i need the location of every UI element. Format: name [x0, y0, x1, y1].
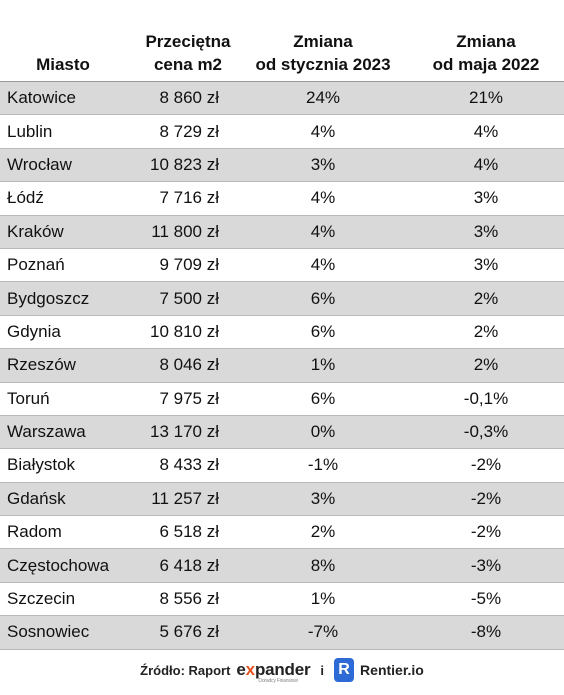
cell-city: Łódź [7, 188, 44, 208]
header-city: Miasto [36, 55, 90, 74]
cell-city: Lublin [7, 121, 53, 141]
cell-price: 7 975 zł [159, 388, 219, 408]
table-row [0, 516, 564, 549]
cell-city: Sosnowiec [7, 622, 90, 642]
cell-price: 5 676 zł [159, 622, 219, 642]
cell-change-jan: -1% [307, 455, 339, 475]
cell-city: Szczecin [7, 589, 76, 609]
header-change-jan: Zmiana od stycznia 2023 [255, 32, 391, 74]
cell-price: 8 860 zł [159, 88, 219, 108]
cell-change-may: -2% [470, 488, 502, 508]
cell-change-may: -5% [470, 589, 502, 609]
table-row [0, 282, 564, 315]
cell-change-may: -8% [470, 622, 502, 642]
cell-change-jan: 2% [310, 522, 336, 542]
table-row [0, 549, 564, 582]
cell-change-jan: 1% [310, 355, 336, 375]
table-header [0, 0, 564, 82]
cell-price: 8 433 zł [159, 455, 219, 475]
table-row [0, 449, 564, 482]
expander-text-pre: e [236, 660, 246, 679]
cell-change-jan: 6% [310, 388, 336, 408]
cell-change-may: -0,3% [463, 422, 509, 442]
table-row [0, 583, 564, 616]
table-row [0, 383, 564, 416]
table-row [0, 483, 564, 516]
cell-change-jan: 4% [310, 188, 336, 208]
cell-change-jan: 3% [310, 488, 336, 508]
cell-price: 13 170 zł [150, 422, 219, 442]
table-row [0, 416, 564, 449]
cell-change-may: 2% [473, 288, 499, 308]
cell-city: Białystok [7, 455, 76, 475]
cell-change-jan: 0% [310, 422, 336, 442]
cell-city: Katowice [7, 88, 76, 108]
cell-price: 10 810 zł [150, 321, 219, 341]
expander-text-post: pander [254, 660, 311, 679]
cell-change-jan: -7% [307, 622, 339, 642]
cell-price: 7 500 zł [159, 288, 219, 308]
cell-change-may: 2% [473, 321, 499, 341]
cell-city: Częstochowa [7, 555, 110, 575]
cell-city: Gdańsk [7, 488, 66, 508]
cell-price: 8 729 zł [159, 121, 219, 141]
cell-city: Gdynia [7, 321, 61, 341]
cell-change-jan: 4% [310, 121, 336, 141]
cell-change-jan: 1% [310, 589, 336, 609]
source-conjunction: i [320, 662, 325, 678]
cell-city: Toruń [7, 388, 50, 408]
cell-change-may: -0,1% [463, 388, 509, 408]
cell-change-may: 4% [473, 121, 499, 141]
cell-price: 11 257 zł [151, 488, 219, 508]
expander-tagline: Doradcy Finansowi [258, 678, 298, 684]
cell-change-may: 3% [473, 221, 499, 241]
cell-price: 8 556 zł [159, 589, 219, 609]
expander-text-x: x [245, 660, 255, 679]
table-row [0, 349, 564, 382]
table-body [0, 82, 564, 650]
cell-city: Rzeszów [7, 355, 76, 375]
cell-price: 10 823 zł [150, 154, 219, 174]
table-row [0, 216, 564, 249]
cell-change-may: 4% [473, 154, 499, 174]
cell-change-jan: 24% [305, 88, 341, 108]
table-row [0, 182, 564, 215]
cell-city: Radom [7, 522, 62, 542]
cell-change-may: -3% [470, 555, 502, 575]
cell-change-jan: 6% [310, 288, 336, 308]
rentier-name: Rentier.io [360, 662, 424, 678]
cell-price: 6 418 zł [159, 555, 219, 575]
cell-change-may: 2% [473, 355, 499, 375]
cell-change-may: -2% [470, 455, 502, 475]
table-row [0, 316, 564, 349]
cell-city: Bydgoszcz [7, 288, 90, 308]
cell-change-may: -2% [470, 522, 502, 542]
cell-change-may: 3% [473, 188, 499, 208]
cell-price: 8 046 zł [159, 355, 219, 375]
table-row [0, 115, 564, 148]
cell-change-may: 21% [468, 88, 504, 108]
cell-city: Kraków [7, 221, 64, 241]
cell-change-jan: 3% [310, 154, 336, 174]
cell-price: 9 709 zł [159, 255, 219, 275]
cell-price: 11 800 zł [151, 221, 219, 241]
expander-logo [236, 660, 311, 684]
source-footer [0, 652, 564, 688]
rentier-logo-icon: R [334, 658, 354, 682]
table-row [0, 82, 564, 115]
cell-price: 7 716 zł [159, 188, 219, 208]
cell-change-jan: 8% [310, 555, 336, 575]
cell-city: Poznań [7, 255, 65, 275]
table-row [0, 616, 564, 649]
table-row [0, 249, 564, 282]
cell-city: Wrocław [7, 154, 72, 174]
cell-city: Warszawa [7, 422, 86, 442]
cell-change-jan: 4% [310, 221, 336, 241]
table-row [0, 149, 564, 182]
cell-price: 6 518 zł [159, 522, 219, 542]
cell-change-jan: 4% [310, 255, 336, 275]
header-price: Przeciętna cena m2 [145, 32, 231, 74]
cell-change-may: 3% [473, 255, 499, 275]
source-prefix: Źródło: Raport [140, 662, 231, 678]
header-change-may: Zmiana od maja 2022 [432, 32, 540, 74]
cell-change-jan: 6% [310, 321, 336, 341]
